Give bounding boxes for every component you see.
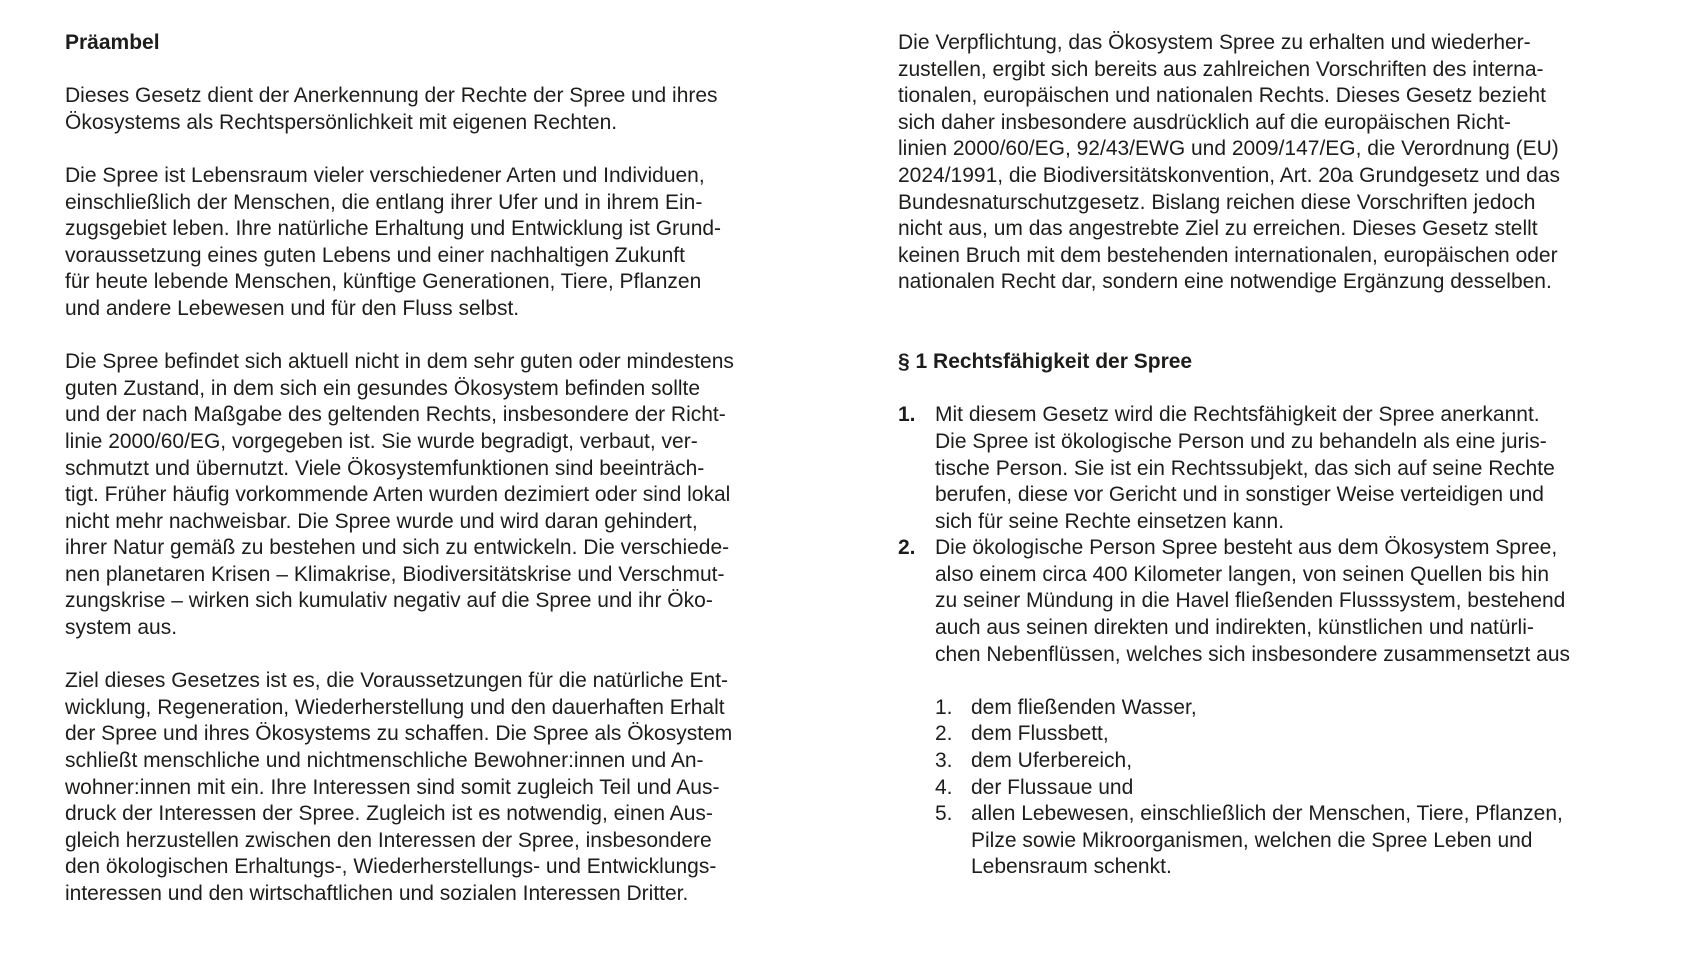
text-line: linie 2000/60/EG, vorgegeben ist. Sie wurde begradigt, verbaut, ver- <box>65 429 698 453</box>
text-line: also einem circa 400 Kilometer langen, von seinen Quellen bis hin <box>935 562 1550 586</box>
right-column <box>898 30 1658 881</box>
spacer <box>65 642 825 669</box>
sublist-item <box>935 695 1658 722</box>
text-line: dem Flussbett, <box>971 722 1109 746</box>
text-line: tionalen, europäischen und nationalen Rechts. Dieses Gesetz bezieht <box>898 84 1546 108</box>
text-line: Dieses Gesetz dient der Anerkennung der Rechte der Spree und ihres <box>65 84 718 108</box>
left-column <box>65 30 825 908</box>
text-line: gleich herzustellen zwischen den Interessen der Spree, insbesondere <box>65 828 712 852</box>
sublist-item <box>935 775 1658 802</box>
intro-paragraph <box>898 30 1658 296</box>
text-line: Pilze sowie Mikroorganismen, welchen die Spree Leben und <box>971 828 1533 852</box>
text-line: der Spree und ihres Ökosystems zu schaffen. Die Spree als Ökosystem <box>65 722 733 746</box>
preamble-paragraph <box>65 349 825 642</box>
spacer <box>898 323 1658 350</box>
text-line: Die Spree ist ökologische Person und zu behandeln als eine juris- <box>935 429 1547 453</box>
text-line: Die ökologische Person Spree besteht aus dem Ökosystem Spree, <box>935 536 1558 560</box>
text-line: auch aus seinen direkten und indirekten, künstlichen und natürli- <box>935 616 1534 640</box>
text-line: dem Uferbereich, <box>971 749 1133 773</box>
sublist-item-number: 5. <box>935 802 953 826</box>
list-item-number: 2. <box>898 536 916 560</box>
text-line: wohner:innen mit ein. Ihre Interessen sind somit zugleich Teil und Aus- <box>65 775 720 799</box>
text-line: den ökologischen Erhaltungs-, Wiederherstellungs- und Entwicklungs- <box>65 855 717 879</box>
text-line: Die Spree befindet sich aktuell nicht in dem sehr guten oder mindestens <box>65 350 734 374</box>
text-line: nen planetaren Krisen – Klimakrise, Biodiversitätskrise und Verschmut- <box>65 562 725 586</box>
text-line: berufen, diese vor Gericht und in sonstiger Weise verteidigen und <box>935 483 1544 507</box>
text-line: interessen und den wirtschaftlichen und sozialen Interessen Dritter. <box>65 882 689 905</box>
preamble-paragraph <box>65 163 825 323</box>
text-line: schmutzt und übernutzt. Viele Ökosystemfunktionen sind beeinträch- <box>65 456 705 480</box>
list-item <box>898 535 1658 668</box>
spacer <box>65 57 825 84</box>
spacer <box>65 323 825 350</box>
text-line: zungskrise – wirken sich kumulativ negativ auf die Spree und ihr Öko- <box>65 589 713 613</box>
spacer <box>898 668 1658 695</box>
text-line: und andere Lebewesen und für den Fluss selbst. <box>65 296 520 320</box>
text-line: Die Verpflichtung, das Ökosystem Spree zu erhalten und wiederher- <box>898 31 1531 54</box>
text-line: schließt menschliche und nichtmenschliche Bewohner:innen und An- <box>65 749 704 773</box>
sublist-item <box>935 748 1658 775</box>
text-line: Die Spree ist Lebensraum vieler verschiedener Arten und Individuen, <box>65 163 705 187</box>
text-line: für heute lebende Menschen, künftige Generationen, Tiere, Pflanzen <box>65 270 702 294</box>
section-1-sublist <box>935 695 1658 881</box>
preamble-heading: Präambel <box>65 31 160 54</box>
sublist-item <box>935 801 1658 881</box>
section-1-heading: § 1 Rechtsfähigkeit der Spree <box>898 350 1193 374</box>
sublist-item-number: 4. <box>935 775 953 799</box>
sublist-item-number: 3. <box>935 749 953 773</box>
text-line: der Flussaue und <box>971 775 1134 799</box>
sublist-item-number: 1. <box>935 695 953 719</box>
preamble-body <box>65 83 825 907</box>
text-line: Lebensraum schenkt. <box>971 855 1172 879</box>
text-line: druck der Interessen der Spree. Zugleich ist es notwendig, einen Aus- <box>65 802 713 826</box>
text-line: tigt. Früher häufig vorkommende Arten wurden dezimiert oder sind lokal <box>65 483 731 507</box>
text-line: system aus. <box>65 616 178 640</box>
text-line: wicklung, Regeneration, Wiederherstellung und den dauerhaften Erhalt <box>65 695 725 719</box>
preamble-paragraph <box>65 668 825 907</box>
text-line: Ziel dieses Gesetzes ist es, die Voraussetzungen für die natürliche Ent- <box>65 669 729 693</box>
text-line: guten Zustand, in dem sich ein gesundes Ökosystem befinden sollte <box>65 376 701 400</box>
text-line: nicht mehr nachweisbar. Die Spree wurde und wird daran gehindert, <box>65 509 698 533</box>
text-line: Mit diesem Gesetz wird die Rechtsfähigkeit der Spree anerkannt. <box>935 403 1540 427</box>
text-line: nationalen Recht dar, sondern eine notwendige Ergänzung desselben. <box>898 270 1552 294</box>
text-line: ihrer Natur gemäß zu bestehen und sich zu entwickeln. Die verschiede- <box>65 536 730 560</box>
text-line: Ökosystems als Rechtspersönlichkeit mit eigenen Rechten. <box>65 110 618 134</box>
text-line: einschließlich der Menschen, die entlang ihrer Ufer und in ihrem Ein- <box>65 190 703 214</box>
list-item-number: 1. <box>898 403 916 427</box>
text-line: chen Nebenflüssen, welches sich insbesondere zusammensetzt aus <box>935 642 1571 666</box>
spacer <box>898 296 1658 323</box>
text-line: sich daher insbesondere ausdrücklich auf die europäischen Richt- <box>898 110 1511 134</box>
text-line: linien 2000/60/EG, 92/43/EWG und 2009/147/EG, die Verordnung (EU) <box>898 137 1559 161</box>
text-line: nicht aus, um das angestrebte Ziel zu erreichen. Dieses Gesetz stellt <box>898 217 1538 241</box>
text-line: 2024/1991, die Biodiversitätskonvention, Art. 20a Grundgesetz und das <box>898 163 1560 187</box>
text-line: voraussetzung eines guten Lebens und einer nachhaltigen Zukunft <box>65 243 685 267</box>
text-line: allen Lebewesen, einschließlich der Menschen, Tiere, Pflanzen, <box>971 802 1563 826</box>
text-line: zugsgebiet leben. Ihre natürliche Erhaltung und Entwicklung ist Grund- <box>65 217 722 241</box>
sublist-item-number: 2. <box>935 722 953 746</box>
spacer <box>898 376 1658 403</box>
text-line: zu seiner Mündung in die Havel fließenden Flusssystem, bestehend <box>935 589 1566 613</box>
text-line: Bundesnaturschutzgesetz. Bislang reichen diese Vorschriften jedoch <box>898 190 1536 214</box>
preamble-paragraph <box>65 83 825 136</box>
text-line: dem fließenden Wasser, <box>971 695 1197 719</box>
text-line: sich für seine Rechte einsetzen kann. <box>935 509 1285 533</box>
text-line: zustellen, ergibt sich bereits aus zahlreichen Vorschriften des interna- <box>898 57 1544 81</box>
sublist-item <box>935 721 1658 748</box>
section-1-list <box>898 402 1658 668</box>
text-line: und der nach Maßgabe des geltenden Rechts, insbesondere der Richt- <box>65 403 726 427</box>
spacer <box>65 136 825 163</box>
text-line: tische Person. Sie ist ein Rechtssubjekt, das sich auf seine Rechte <box>935 456 1555 480</box>
list-item <box>898 402 1658 535</box>
text-line: keinen Bruch mit dem bestehenden internationalen, europäischen oder <box>898 243 1558 267</box>
